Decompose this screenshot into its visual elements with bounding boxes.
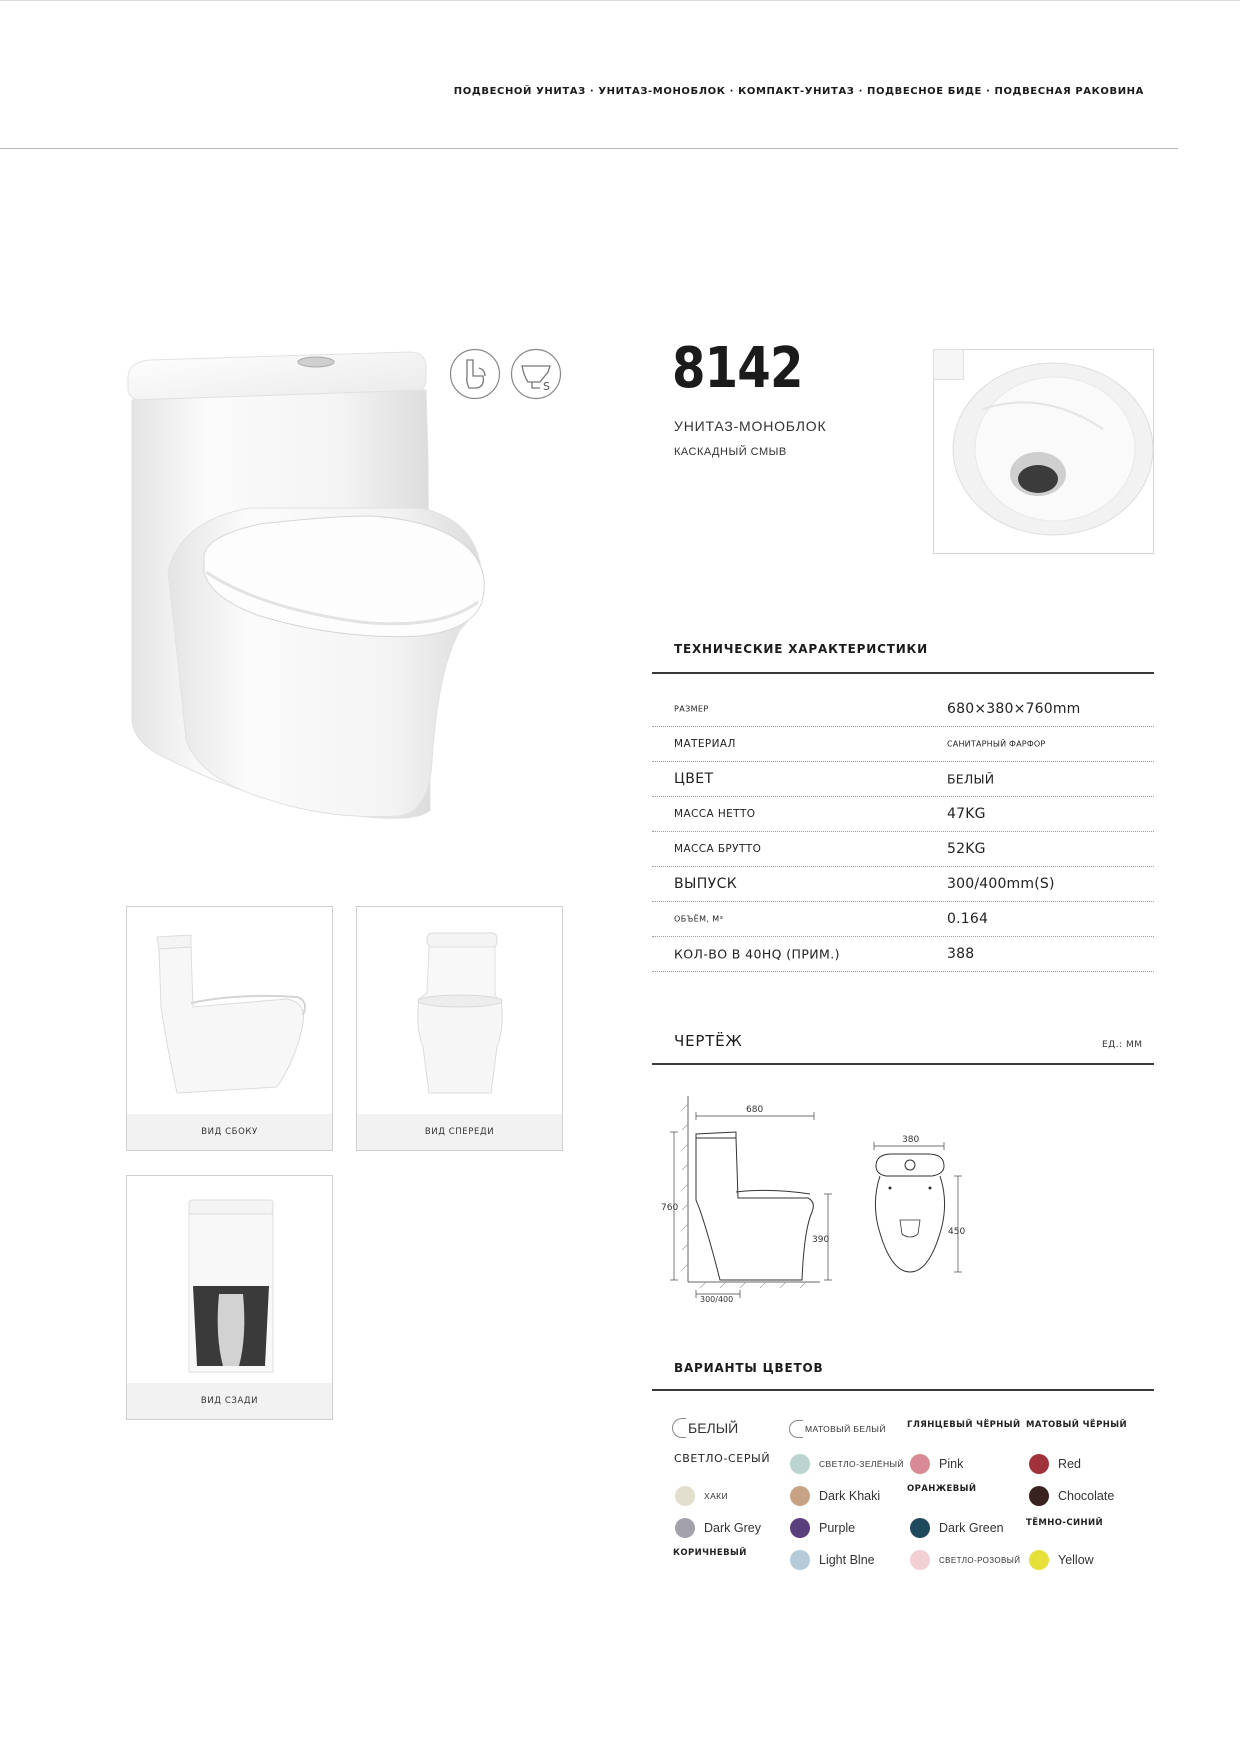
color-option-light-pink[interactable] <box>910 1550 1020 1570</box>
thumbnail-caption: ВИД СБОКУ <box>127 1114 332 1150</box>
s-trap-icon <box>510 348 562 400</box>
color-label: Light Blne <box>819 1553 875 1567</box>
one-piece-toilet-icon <box>449 348 501 400</box>
spec-key: МАССА БРУТТО <box>674 843 762 855</box>
color-option-chocolate[interactable] <box>1029 1486 1114 1506</box>
color-swatch <box>790 1550 810 1570</box>
drawing-divider <box>652 1063 1154 1065</box>
spec-row-gross-weight <box>652 832 1154 867</box>
main-product-image <box>120 340 500 840</box>
spec-value: 0.164 <box>947 911 989 927</box>
spec-row-size <box>652 692 1154 727</box>
bowl-top-image <box>933 349 1154 554</box>
specs-divider <box>652 672 1154 674</box>
spec-value: 52KG <box>947 841 986 857</box>
color-swatch <box>1029 1486 1049 1506</box>
color-option-light-green[interactable] <box>790 1454 904 1474</box>
color-label-gloss-black[interactable]: ГЛЯНЦЕВЫЙ ЧЁРНЫЙ <box>907 1420 1021 1430</box>
header-divider <box>0 148 1178 149</box>
color-label-matte-black[interactable]: МАТОВЫЙ ЧЁРНЫЙ <box>1026 1420 1127 1430</box>
color-label: Yellow <box>1058 1553 1094 1567</box>
color-option-dark-grey[interactable] <box>675 1518 761 1538</box>
thumbnail-caption: ВИД СЗАДИ <box>127 1383 332 1419</box>
dim-seat-height: 390 <box>812 1235 830 1245</box>
dim-height: 760 <box>661 1203 679 1213</box>
spec-key: ОБЪЁМ, М³ <box>674 914 724 924</box>
spec-key: МАТЕРИАЛ <box>674 738 736 750</box>
color-swatch <box>910 1550 930 1570</box>
color-option-pink[interactable] <box>910 1454 963 1474</box>
model-number: 8142 <box>672 336 803 401</box>
color-option-purple[interactable] <box>790 1518 855 1538</box>
color-label-orange[interactable]: ОРАНЖЕВЫЙ <box>907 1484 977 1494</box>
top-hairline <box>0 0 1240 1</box>
spec-value: 300/400mm(S) <box>947 876 1055 892</box>
color-option-yellow[interactable] <box>1029 1550 1094 1570</box>
color-label: МАТОВЫЙ БЕЛЫЙ <box>805 1424 886 1434</box>
category-nav: ПОДВЕСНОЙ УНИТАЗ · УНИТАЗ-МОНОБЛОК · КОМПАКТ-УНИТАЗ · ПОДВЕСНОЕ БИДЕ · ПОДВЕСНАЯ РАКОВИНА <box>453 86 1144 97</box>
thumbnail-back-view[interactable] <box>126 1175 333 1420</box>
dim-outlet: 300/400 <box>700 1295 734 1304</box>
thumbnail-caption: ВИД СПЕРЕДИ <box>357 1114 562 1150</box>
spec-row-outlet <box>652 867 1154 902</box>
thumbnail-side-view[interactable] <box>126 906 333 1151</box>
color-label: Pink <box>939 1457 964 1471</box>
color-option-light-blue[interactable] <box>790 1550 875 1570</box>
color-swatch <box>675 1486 695 1506</box>
color-option-red[interactable] <box>1029 1454 1081 1474</box>
specs-title: ТЕХНИЧЕСКИЕ ХАРАКТЕРИСТИКИ <box>674 642 928 656</box>
color-swatch <box>790 1486 810 1506</box>
color-option-matte-white[interactable] <box>789 1420 886 1438</box>
spec-key: РАЗМЕР <box>674 704 709 714</box>
dim-depth: 450 <box>948 1227 966 1237</box>
colors-title: ВАРИАНТЫ ЦВЕТОВ <box>674 1361 824 1375</box>
spec-row-material <box>652 727 1154 762</box>
color-label: СВЕТЛО-ЗЕЛЁНЫЙ <box>819 1459 904 1469</box>
drawing-title: ЧЕРТЁЖ <box>674 1032 743 1050</box>
product-type: УНИТАЗ-МОНОБЛОК <box>674 418 827 434</box>
back-view-image <box>127 1176 334 1381</box>
spec-value: БЕЛЫЙ <box>947 771 995 787</box>
spec-key: ВЫПУСК <box>674 876 738 892</box>
flush-type: КАСКАДНЫЙ СМЫВ <box>674 446 787 458</box>
color-label: СВЕТЛО-РОЗОВЫЙ <box>939 1555 1021 1565</box>
color-label: Dark Grey <box>704 1521 761 1535</box>
spec-row-volume <box>652 902 1154 937</box>
spec-value: 47KG <box>947 806 986 822</box>
side-view-image <box>127 907 334 1112</box>
color-swatch <box>675 1518 695 1538</box>
svg-text:S: S <box>543 380 550 393</box>
color-swatch <box>910 1454 930 1474</box>
front-view-image <box>357 907 564 1112</box>
spec-key: МАССА НЕТТО <box>674 808 756 820</box>
color-swatch <box>790 1518 810 1538</box>
color-option-white[interactable] <box>672 1418 738 1438</box>
color-option-dark-khaki[interactable] <box>790 1486 880 1506</box>
colors-divider <box>652 1389 1154 1391</box>
color-swatch <box>910 1518 930 1538</box>
top-dimension-drawing <box>860 1130 980 1280</box>
color-swatch <box>790 1454 810 1474</box>
color-label-brown: КОРИЧНЕВЫЙ <box>673 1548 747 1558</box>
spec-row-container-qty <box>652 937 1154 972</box>
color-swatch <box>1029 1454 1049 1474</box>
dim-length: 680 <box>746 1105 764 1115</box>
color-label: Red <box>1058 1457 1081 1471</box>
dim-width: 380 <box>902 1135 920 1145</box>
spec-value: 388 <box>947 946 975 962</box>
color-swatch <box>1029 1550 1049 1570</box>
color-label: Purple <box>819 1521 856 1535</box>
color-label: Chocolate <box>1058 1489 1115 1503</box>
color-label-light-grey: СВЕТЛО-СЕРЫЙ <box>674 1452 771 1465</box>
color-option-dark-green[interactable] <box>910 1518 1004 1538</box>
color-label: Dark Green <box>939 1521 1004 1535</box>
color-label: Dark Khaki <box>819 1489 881 1503</box>
color-label: ХАКИ <box>704 1491 728 1501</box>
color-option-khaki[interactable] <box>675 1486 728 1506</box>
spec-row-color <box>652 762 1154 797</box>
spec-value: САНИТАРНЫЙ ФАРФОР <box>947 739 1046 749</box>
color-swatch <box>672 1418 686 1438</box>
color-label-dark-blue[interactable]: ТЁМНО-СИНИЙ <box>1026 1518 1104 1528</box>
spec-row-net-weight <box>652 797 1154 832</box>
thumbnail-front-view[interactable] <box>356 906 563 1151</box>
drawing-unit: ЕД.: ММ <box>1102 1040 1143 1050</box>
spec-key: ЦВЕТ <box>674 771 714 787</box>
color-swatch <box>789 1420 803 1438</box>
color-label: БЕЛЫЙ <box>688 1420 739 1436</box>
spec-value: 680×380×760mm <box>947 701 1081 717</box>
spec-key: КОЛ-ВО В 40HQ (ПРИМ.) <box>674 946 840 962</box>
